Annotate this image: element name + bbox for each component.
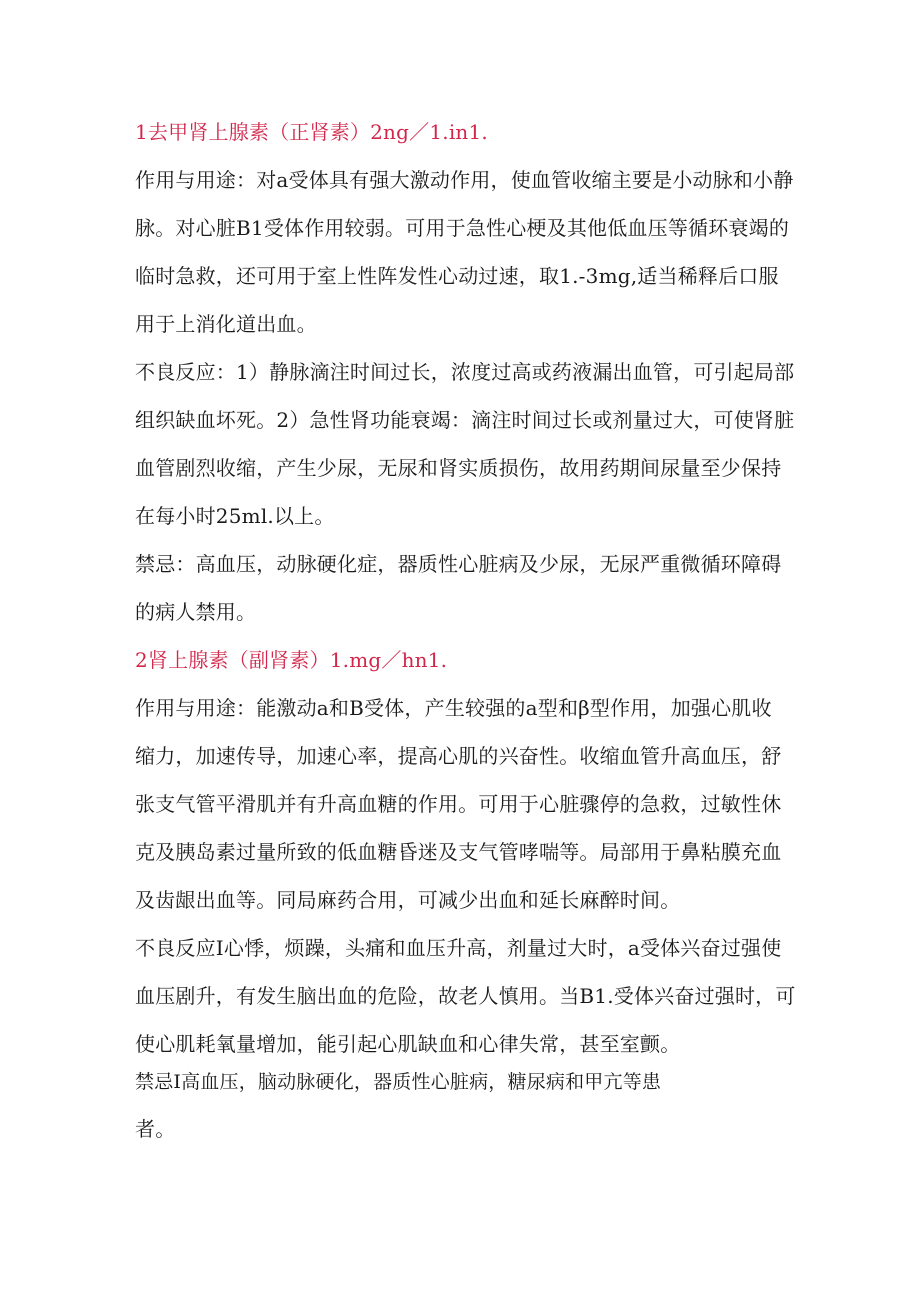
drug1-usage-line-1: 作用与用途：对a受体具有强大激动作用，使血管收缩主要是小动脉和小静	[135, 168, 794, 192]
drug2-contra-line-1: 禁忌I高血压，脑动脉硬化，器质性心脏病，糖尿病和甲亢等患	[135, 1071, 662, 1093]
drug2-adverse-line-1: 不良反应I心悸，烦躁，头痛和血压升高，剂量过大时，a受体兴奋过强使	[135, 936, 782, 960]
drug1-adverse-line-3: 血管剧烈收缩，产生少尿，无尿和肾实质损伤，故用药期间尿量至少保持	[135, 456, 782, 480]
drug2-usage-line-4: 克及胰岛素过量所致的低血糖昏迷及支气管哮喘等。局部用于鼻粘膜充血	[135, 840, 782, 864]
drug1-adverse-line-1: 不良反应：1）静脉滴注时间过长，浓度过高或药液漏出血管，可引起局部	[135, 360, 795, 384]
drug1-contra-line-2: 的病人禁用。	[135, 600, 257, 624]
drug2-usage-line-1: 作用与用途：能激动a和B受体，产生较强的a型和β型作用，加强心肌收	[135, 696, 772, 720]
drug1-usage-line-4: 用于上消化道出血。	[135, 312, 317, 336]
drug2-usage-line-3: 张支气管平滑肌并有升高血糖的作用。可用于心脏骤停的急救，过敏性休	[135, 792, 782, 816]
drug2-contra-line-2: 者。	[135, 1117, 176, 1141]
drug2-heading: 2肾上腺素（副肾素）1.mg／hn1.	[135, 648, 448, 672]
drug1-adverse-line-2: 组织缺血坏死。2）急性肾功能衰竭：滴注时间过长或剂量过大，可使肾脏	[135, 408, 795, 432]
drug1-heading: 1去甲肾上腺素（正肾素）2ng／1.in1.	[135, 120, 488, 144]
drug2-usage-line-5: 及齿龈出血等。同局麻药合用，可减少出血和延长麻醉时间。	[135, 888, 681, 912]
drug1-contra-line-1: 禁忌：高血压，动脉硬化症，器质性心脏病及少尿，无尿严重微循环障碍	[135, 552, 782, 576]
drug1-usage-line-2: 脉。对心脏B1受体作用较弱。可用于急性心梗及其他低血压等循环衰竭的	[135, 216, 790, 240]
drug2-adverse-line-2: 血压剧升，有发生脑出血的危险，故老人慎用。当B1.受体兴奋过强时，可	[135, 984, 796, 1008]
drug1-adverse-line-4: 在每小时25ml.以上。	[135, 504, 335, 528]
drug2-usage-line-2: 缩力，加速传导，加速心率，提高心肌的兴奋性。收缩血管升高血压，舒	[135, 744, 782, 768]
drug2-adverse-line-3: 使心肌耗氧量增加，能引起心肌缺血和心律失常，甚至室颤。	[135, 1032, 681, 1056]
drug1-usage-line-3: 临时急救，还可用于室上性阵发性心动过速，取1.-3mg,适当稀释后口服	[135, 264, 779, 288]
